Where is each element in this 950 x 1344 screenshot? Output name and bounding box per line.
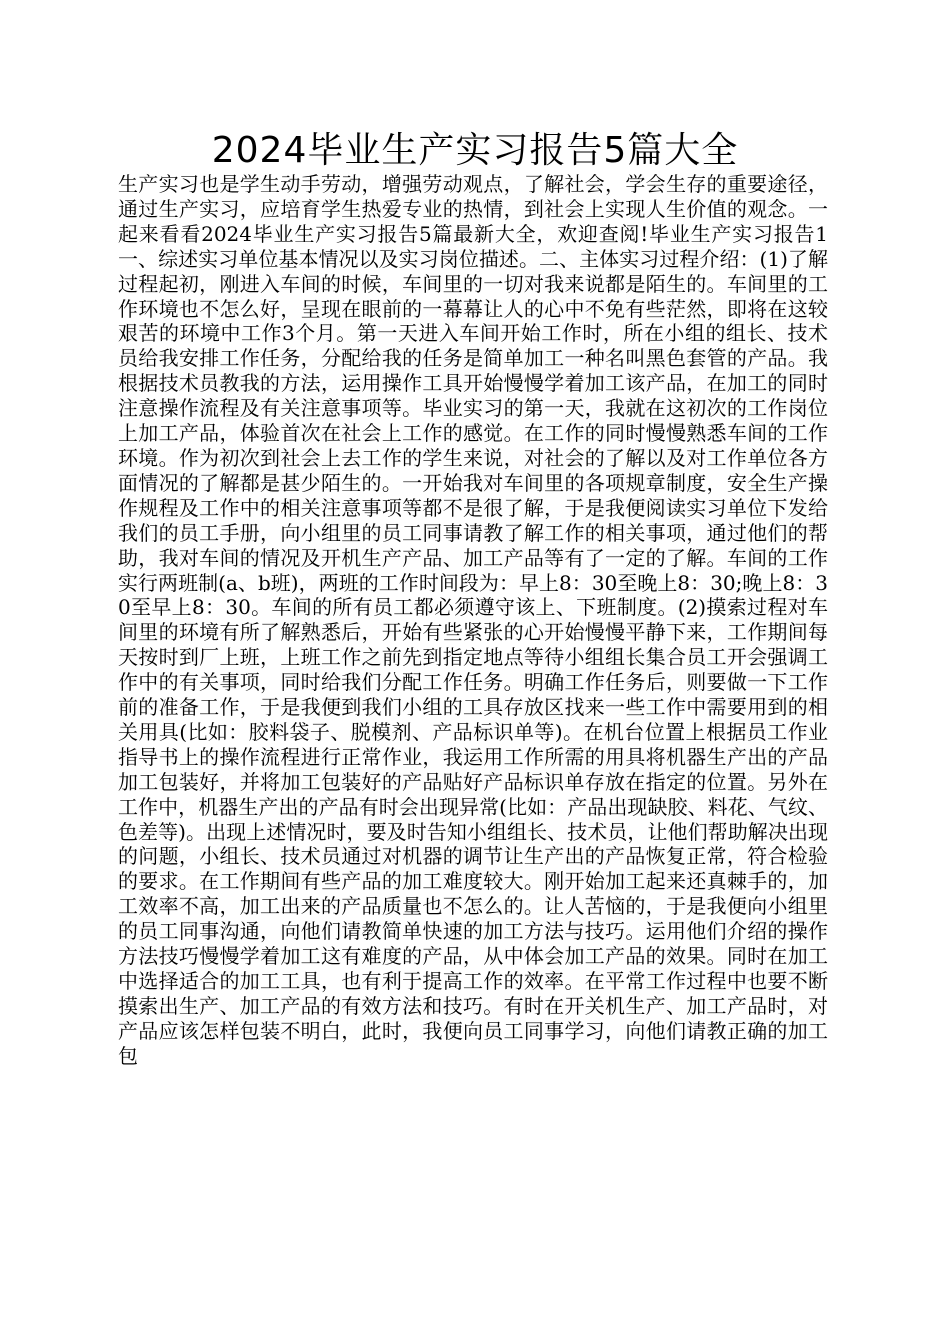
document-body: 生产实习也是学生动手劳动，增强劳动观点，了解社会，学会生存的重要途径，通过生产实习，应培育学生热爱专业的热情，到社会上实现人生价值的观念。一起来看看2024毕业生产实习报告5篇最新大全，欢迎查阅!毕业生产实习报告1一、综述实习单位基本情况以及实习岗位描述。二、主体实习过程介绍：(1)了解过程起初，刚进入车间的时候，车间里的一切对我来说都是陌生的。车间里的工作环境也不怎么好，呈现在眼前的一幕幕让人的心中不免有些茫然，即将在这较艰苦的环境中工作3个月。第一天进入车间开始工作时，所在小组的组长、技术员给我安排工作任务，分配给我的任务是简单加工一种名叫黑色套管的产品。我根据技术员教我的方法，运用操作工具开始慢慢学着加工该产品，在加工的同时注意操作流程及有关注意事项等。毕业实习的第一天，我就在这初次的工作岗位上加工产品，体验首次在社会上工作的感觉。在工作的同时慢慢熟悉车间的工作环境。作为初次到社会上去工作的学生来说，对社会的了解以及对工作单位各方面情况的了解都是甚少陌生的。一开始我对车间里的各项规章制度，安全生产操作规程及工作中的相关注意事项等都不是很了解，于是我便阅读实习单位下发给我们的员工手册，向小组里的员工同事请教了解工作的相关事项，通过他们的帮助，我对车间的情况及开机生产产品、加工产品等有了一定的了解。车间的工作实行两班制(a、b班)，两班的工作时间段为：早上8：30至晚上8：30;晚上8：30至早上8：30。车间的所有员工都必须遵守该上、下班制度。(2)摸索过程对车间里的环境有所了解熟悉后，开始有些紧张的心开始慢慢平静下来，工作期间每天按时到厂上班，上班工作之前先到指定地点等待小组组长集合员工开会强调工作中的有关事项，同时给我们分配工作任务。明确工作任务后，则要做一下工作前的准备工作，于是我便到我们小组的工具存放区找来一些工作中需要用到的相关用具(比如：胶料袋子、脱模剂、产品标识单等)。在机台位置上根据员工作业指导书上的操作流程进行正常作业，我运用工作所需的用具将机器生产出的产品加工包装好，并将加工包装好的产品贴好产品标识单存放在指定的位置。另外在工作中，机器生产出的产品有时会出现异常(比如：产品出现缺胶、料花、气纹、色差等)。出现上述情况时，要及时告知小组组长、技术员，让他们帮助解决出现的问题，小组长、技术员通过对机器的调节让生产出的产品恢复正常，符合检验的要求。在工作期间有些产品的加工难度较大。刚开始加工起来还真棘手的，加工效率不高，加工出来的产品质量也不怎么的。让人苦恼的，于是我便向小组里的员工同事沟通，向他们请教简单快速的加工方法与技巧。运用他们介绍的操作方法技巧慢慢学着加工这有难度的产品，从中体会加工产品的效果。同时在加工中选择适合的加工工具，也有利于提高工作的效率。在平常工作过程中也要不断摸索出生产、加工产品的有效方法和技巧。有时在开关机生产、加工产品时，对产品应该怎样包装不明白，此时，我便向员工同事学习，向他们请教正确的加工包 xyxy=(118,172,828,1068)
document-title: 2024毕业生产实习报告5篇大全 xyxy=(211,130,739,171)
